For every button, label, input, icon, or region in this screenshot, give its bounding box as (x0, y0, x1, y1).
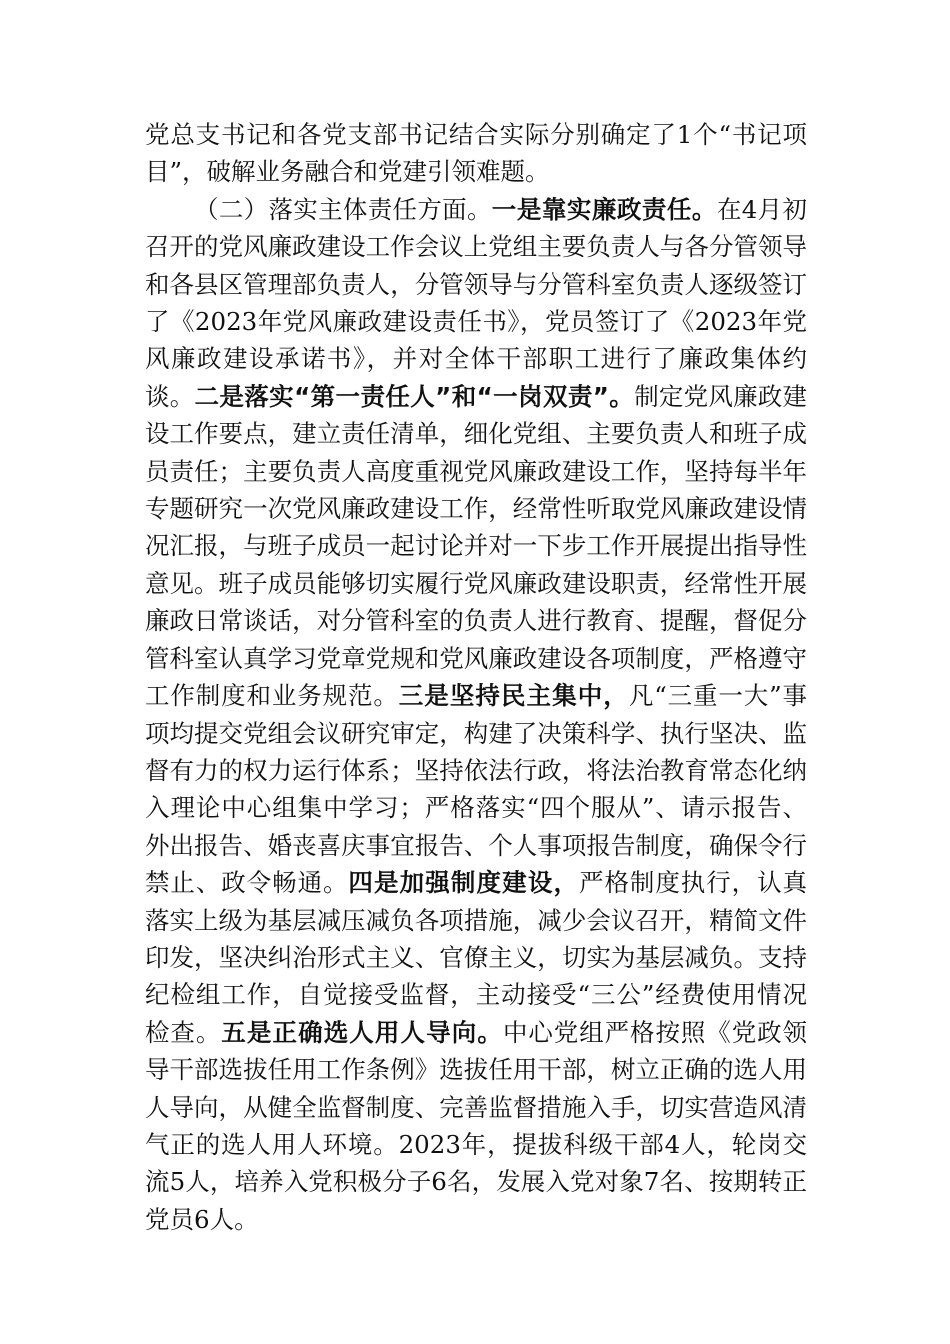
point-5-text: 中心党组严格按照《党政领导干部选拔任用工作条例》选拔任用干部，树立正确的选人用人导向，从健全监督制度、完善监督措施入手，切实营造风清气正的选人用人环境。2023年，提拔科级干部4人，轮岗交流5人，培养入党积极分子6名，发展入党对象7名、按期转正党员6人。 (145, 1017, 808, 1234)
point-4-text: 严格制度执行，认真落实上级为基层减压减负各项措施，减少会议召开，精简文件印发，坚决纠治形式主义、官僚主义，切实为基层减负。支持纪检组工作，自觉接受监督，主动接受“三公”经费使用情况检查。 (145, 868, 807, 1047)
point-2-text: 制定党风廉政建设工作要点，建立责任清单，细化党组、主要负责人和班子成员责任；主要负责人高度重视党风廉政建设工作，坚持每半年专题研究一次党风廉政建设工作，经常性听取党风廉政建设情况汇报，与班子成员一起讨论并对一下步工作开展提出指导性意见。班子成员能够切实履行党风廉政建设职责，经常性开展廉政日常谈话，对分管科室的负责人进行教育、提醒，督促分管科室认真学习党章党规和党风廉政建设各项制度，严格遵守工作制度和业务规范。 (145, 381, 808, 711)
point-2-heading: 二是落实“第一责任人”和“一岗双责”。 (194, 381, 635, 411)
paragraph-1-text: 党总支书记和各党支部书记结合实际分别确定了1个“书记项目”，破解业务融合和党建引领难题。 (145, 120, 807, 187)
paragraph-1 (145, 116, 807, 191)
point-1-text: 在4月初召开的党风廉政建设工作会议上党组主要负责人与各分管领导和各县区管理部负责人，分管领导与分管科室负责人逐级签订了《2023年党风廉政建设责任书》，党员签订了《2023年党风廉政建设承诺书》，并对全体干部职工进行了廉政集体约谈。 (145, 194, 807, 411)
section-heading: （二）落实主体责任方面。 (194, 194, 492, 224)
point-4-heading: 四是加强制度建设， (348, 868, 580, 898)
document-page (145, 116, 807, 1238)
paragraph-2 (145, 191, 807, 1238)
point-1-heading: 一是靠实廉政责任。 (491, 194, 717, 224)
point-3-text: 凡“三重一大”事项均提交党组会议研究审定，构建了决策科学、执行坚决、监督有力的权力运行体系；坚持依法行政，将法治教育常态化纳入理论中心组集中学习；严格落实“四个服从”、请示报告、外出报告、婚丧喜庆事宜报告、个人事项报告制度，确保令行禁止、政令畅通。 (145, 681, 807, 898)
point-5-heading: 五是正确选人用人导向。 (221, 1017, 503, 1047)
point-3-heading: 三是坚持民主集中， (398, 681, 629, 711)
